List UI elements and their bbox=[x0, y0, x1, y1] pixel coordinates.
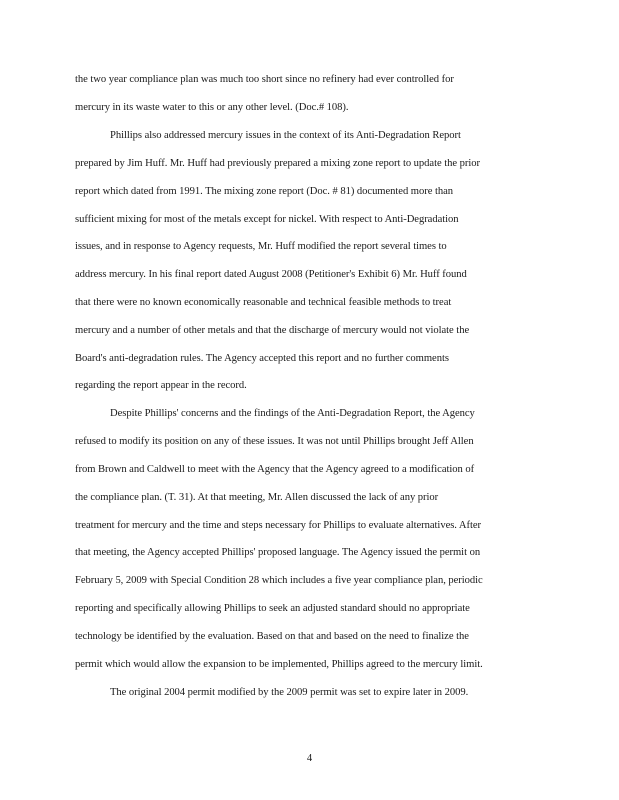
text-line: prepared by Jim Huff. Mr. Huff had previously prepared a mixing zone report to update the prior bbox=[75, 158, 480, 169]
text-line: report which dated from 1991. The mixing zone report (Doc. # 81) documented more than bbox=[75, 186, 453, 197]
text-line: permit which would allow the expansion to be implemented, Phillips agreed to the mercury limit. bbox=[75, 659, 483, 670]
text-line: Board's anti-degradation rules. The Agency accepted this report and no further comments bbox=[75, 353, 449, 364]
text-line: the compliance plan. (T. 31). At that meeting, Mr. Allen discussed the lack of any prior bbox=[75, 492, 439, 503]
text-line: that meeting, the Agency accepted Phillips' proposed language. The Agency issued the permit on bbox=[75, 547, 481, 558]
text-line: technology be identified by the evaluation. Based on that and based on the need to finalize the bbox=[75, 631, 469, 642]
text-line: sufficient mixing for most of the metals except for nickel. With respect to Anti-Degradation bbox=[75, 214, 459, 225]
paragraph-start-line: Phillips also addressed mercury issues in the context of its Anti-Degradation Report bbox=[110, 130, 461, 141]
paragraph-start-line: Despite Phillips' concerns and the findings of the Anti-Degradation Report, the Agency bbox=[110, 408, 475, 419]
text-line: mercury in its waste water to this or any other level. (Doc.# 108). bbox=[75, 102, 349, 113]
text-line: mercury and a number of other metals and that the discharge of mercury would not violate the bbox=[75, 325, 470, 336]
text-line: regarding the report appear in the record. bbox=[75, 380, 247, 391]
text-line: treatment for mercury and the time and steps necessary for Phillips to evaluate alternatives. After bbox=[75, 520, 482, 531]
text-line: the two year compliance plan was much too short since no refinery had ever controlled for bbox=[75, 74, 454, 85]
text-line: from Brown and Caldwell to meet with the Agency that the Agency agreed to a modification of bbox=[75, 464, 475, 475]
page-number: 4 bbox=[306, 753, 313, 764]
paragraph-start-line: The original 2004 permit modified by the 2009 permit was set to expire later in 2009. bbox=[110, 687, 469, 698]
text-line: address mercury. In his final report dated August 2008 (Petitioner's Exhibit 6) Mr. Huff found bbox=[75, 269, 467, 280]
text-line: issues, and in response to Agency requests, Mr. Huff modified the report several times to bbox=[75, 241, 447, 252]
text-line: refused to modify its position on any of these issues. It was not until Phillips brought Jeff Allen bbox=[75, 436, 474, 447]
text-line: reporting and specifically allowing Phillips to seek an adjusted standard should no appropriate bbox=[75, 603, 470, 614]
text-line: that there were no known economically reasonable and technical feasible methods to treat bbox=[75, 297, 452, 308]
text-line: February 5, 2009 with Special Condition 28 which includes a five year compliance plan, periodic bbox=[75, 575, 483, 586]
